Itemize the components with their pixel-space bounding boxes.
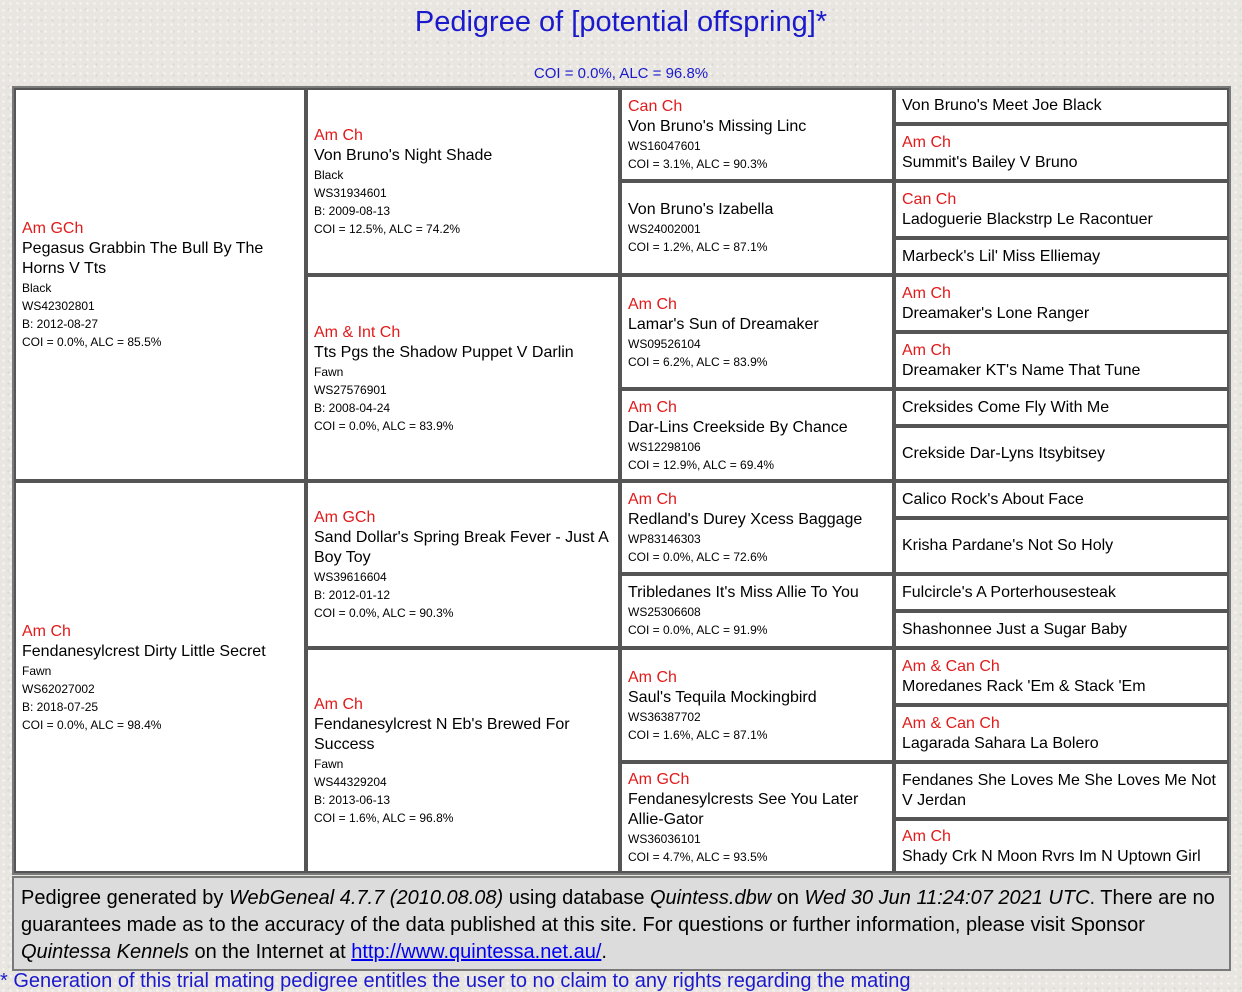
entry-name: Redland's Durey Xcess Baggage: [628, 511, 863, 528]
entry-title: Am Ch: [902, 285, 951, 302]
pedigree-entry-gen3: [620, 481, 894, 574]
entry-registration: WS27576901: [314, 382, 387, 397]
entry-birth-date: B: 2012-08-27: [22, 317, 99, 331]
entry-title: Am & Can Ch: [902, 658, 1000, 675]
entry-coi: COI = 1.6%, ALC = 87.1%: [628, 727, 768, 742]
pedigree-entry-gen4: [894, 124, 1229, 181]
offspring-coi: COI = 0.0%, ALC = 96.8%: [533, 65, 709, 82]
entry-registration: WS44329204: [314, 775, 387, 789]
pedigree-entry-gen2: [306, 481, 620, 648]
footer-text: on: [771, 887, 805, 909]
pedigree-entry-gen3: [620, 88, 894, 181]
entry-coi: COI = 0.0%, ALC = 91.9%: [628, 623, 768, 637]
footer-text: Pedigree generated by: [21, 887, 229, 909]
pedigree-entry-gen3: [620, 648, 894, 762]
pedigree-entry-sire: [14, 88, 306, 481]
entry-title: Am Ch: [22, 622, 71, 640]
entry-color: Fawn: [22, 663, 52, 678]
entry-title: Am Ch: [628, 491, 677, 508]
entry-registration: WS16047601: [628, 139, 701, 153]
entry-coi: COI = 0.0%, ALC = 98.4%: [22, 717, 162, 732]
page-title: Pedigree of [potential offspring]*: [414, 6, 828, 38]
entry-name: Fendanes She Loves Me She Loves Me Not V Jerdan: [902, 771, 1216, 809]
entry-registration: WS36036101: [628, 832, 701, 846]
entry-name: Marbeck's Lil' Miss Elliemay: [902, 247, 1101, 265]
entry-name: Dreamaker KT's Name That Tune: [902, 362, 1141, 379]
pedigree-entry-gen4: [894, 705, 1229, 762]
pedigree-entry-gen2: [306, 88, 620, 275]
entry-birth-date: B: 2018-07-25: [22, 699, 99, 714]
entry-name: Crekside Dar-Lyns Itsybitsey: [902, 444, 1106, 462]
entry-title: Can Ch: [628, 98, 683, 115]
pedigree-entry-gen4: [894, 518, 1229, 574]
entry-color: Black: [314, 168, 344, 182]
entry-registration: WS24002001: [628, 222, 701, 236]
entry-coi: COI = 0.0%, ALC = 72.6%: [628, 550, 768, 564]
entry-name: Von Bruno's Missing Linc: [628, 118, 807, 135]
pedigree-table: [12, 86, 1231, 875]
entry-title: Am Ch: [314, 696, 363, 713]
entry-title: Am Ch: [902, 827, 951, 845]
pedigree-entry-gen4: [894, 819, 1229, 873]
entry-name: Dar-Lins Creekside By Chance: [628, 418, 848, 436]
footer-sponsor: Quintessa Kennels: [21, 941, 189, 963]
bottom-note-link[interactable]: * Generation of this trial mating pedigree entitles the user to no claim to any rights regarding the mating: [0, 970, 911, 992]
entry-name: Tribledanes It's Miss Allie To You: [628, 584, 859, 601]
entry-name: Shady Crk N Moon Rvrs Im N Uptown Girl: [902, 847, 1201, 865]
pedigree-entry-gen4: [894, 389, 1229, 426]
entry-coi: COI = 12.5%, ALC = 74.2%: [314, 222, 461, 236]
pedigree-entry-gen3: [620, 275, 894, 389]
pedigree-entry-gen4: [894, 762, 1229, 819]
entry-birth-date: B: 2008-04-24: [314, 400, 391, 415]
entry-title: Am Ch: [902, 134, 951, 151]
entry-coi: COI = 6.2%, ALC = 83.9%: [628, 354, 768, 369]
entry-name: Fendanesylcrest Dirty Little Secret: [22, 642, 266, 660]
entry-registration: WP83146303: [628, 532, 701, 546]
entry-registration: WS39616604: [314, 570, 387, 584]
pedigree-entry-gen4: [894, 574, 1229, 611]
entry-registration: WS42302801: [22, 299, 95, 313]
pedigree-entry-gen4: [894, 648, 1229, 705]
pedigree-entry-gen4: [894, 332, 1229, 389]
entry-name: Moredanes Rack 'Em & Stack 'Em: [902, 678, 1146, 695]
pedigree-entry-gen3: [620, 574, 894, 648]
entry-coi: COI = 1.6%, ALC = 96.8%: [314, 811, 454, 825]
entry-coi: COI = 1.2%, ALC = 87.1%: [628, 240, 768, 254]
pedigree-entry-gen3: [620, 181, 894, 275]
entry-color: Fawn: [314, 757, 344, 771]
entry-name: Shashonnee Just a Sugar Baby: [902, 620, 1128, 638]
entry-name: Calico Rock's About Face: [902, 490, 1084, 508]
entry-name: Krisha Pardane's Not So Holy: [902, 537, 1114, 554]
entry-registration: WS62027002: [22, 681, 95, 696]
entry-name: Creksides Come Fly With Me: [902, 398, 1110, 416]
entry-color: Black: [22, 281, 52, 295]
footer-text: using database: [503, 887, 650, 909]
entry-registration: WS25306608: [628, 605, 701, 619]
entry-title: Am Ch: [628, 398, 677, 416]
entry-coi: COI = 12.9%, ALC = 69.4%: [628, 457, 775, 472]
entry-title: Am GCh: [314, 509, 376, 526]
pedigree-entry-gen2: [306, 275, 620, 481]
entry-birth-date: B: 2009-08-13: [314, 204, 391, 218]
entry-coi: COI = 0.0%, ALC = 85.5%: [22, 335, 162, 349]
entry-registration: WS36387702: [628, 709, 701, 724]
entry-title: Am Ch: [628, 668, 677, 686]
entry-title: Am & Can Ch: [902, 715, 1000, 732]
entry-name: Fendanesylcrests See You Later Allie-Gator: [628, 791, 859, 828]
entry-name: Von Bruno's Night Shade: [314, 147, 493, 164]
footer-text: .: [601, 941, 607, 963]
entry-name: Fulcircle's A Porterhousesteak: [902, 583, 1116, 601]
footer-database: Quintess.dbw: [650, 887, 772, 909]
footer-text: on the Internet at: [188, 941, 352, 963]
entry-name: Von Bruno's Izabella: [628, 201, 774, 218]
entry-title: Am Ch: [314, 127, 363, 144]
entry-name: Summit's Bailey V Bruno: [902, 154, 1078, 171]
entry-name: Ladoguerie Blackstrp Le Racontuer: [902, 211, 1153, 228]
entry-coi: COI = 4.7%, ALC = 93.5%: [628, 850, 768, 864]
footer-software: WebGeneal 4.7.7 (2010.08.08): [228, 887, 504, 909]
entry-title: Am GCh: [22, 220, 84, 237]
pedigree-entry-gen4: [894, 238, 1229, 275]
entry-title: Can Ch: [902, 191, 957, 208]
pedigree-entry-gen4: [894, 611, 1229, 648]
entry-registration: WS09526104: [628, 336, 701, 351]
sponsor-link[interactable]: http://www.quintessa.net.au/: [351, 941, 602, 963]
footer-date: Wed 30 Jun 11:24:07 2021 UTC: [804, 887, 1090, 909]
entry-name: Dreamaker's Lone Ranger: [902, 305, 1090, 322]
pedigree-entry-gen3: [620, 389, 894, 481]
entry-registration: WS12298106: [628, 439, 701, 454]
pedigree-entry-gen4: [894, 275, 1229, 332]
pedigree-entry-gen4: [894, 181, 1229, 238]
pedigree-entry-dam: [14, 481, 306, 873]
entry-name: Fendanesylcrest N Eb's Brewed For Success: [314, 716, 570, 753]
entry-name: Lamar's Sun of Dreamaker: [628, 315, 819, 333]
pedigree-entry-gen3: [620, 762, 894, 873]
entry-birth-date: B: 2012-01-12: [314, 588, 391, 602]
entry-name: Tts Pgs the Shadow Puppet V Darlin: [314, 343, 574, 361]
entry-name: Pegasus Grabbin The Bull By The Horns V Tts: [22, 240, 264, 277]
footer-text: . There are no guarantees made as to the accuracy of the data published at this site. For questions or further information, please visit Sponsor: [21, 887, 1215, 936]
entry-title: Am Ch: [902, 342, 951, 359]
entry-color: Fawn: [314, 364, 344, 379]
pedigree-entry-gen2: [306, 648, 620, 873]
entry-coi: COI = 3.1%, ALC = 90.3%: [628, 157, 768, 171]
pedigree-entry-gen4: [894, 88, 1229, 124]
pedigree-entry-gen4: [894, 481, 1229, 518]
entry-name: Sand Dollar's Spring Break Fever - Just A Boy Toy: [314, 529, 608, 566]
entry-birth-date: B: 2013-06-13: [314, 793, 391, 807]
pedigree-entry-gen4: [894, 426, 1229, 481]
footer-disclaimer: [12, 876, 1231, 971]
entry-title: Am GCh: [628, 771, 690, 788]
entry-coi: COI = 0.0%, ALC = 90.3%: [314, 606, 454, 620]
entry-coi: COI = 0.0%, ALC = 83.9%: [314, 418, 454, 433]
entry-name: Saul's Tequila Mockingbird: [628, 688, 817, 706]
entry-name: Von Bruno's Meet Joe Black: [902, 97, 1102, 114]
entry-name: Lagarada Sahara La Bolero: [902, 735, 1099, 752]
entry-title: Am Ch: [628, 295, 677, 313]
entry-registration: WS31934601: [314, 186, 387, 200]
entry-title: Am & Int Ch: [314, 323, 401, 341]
